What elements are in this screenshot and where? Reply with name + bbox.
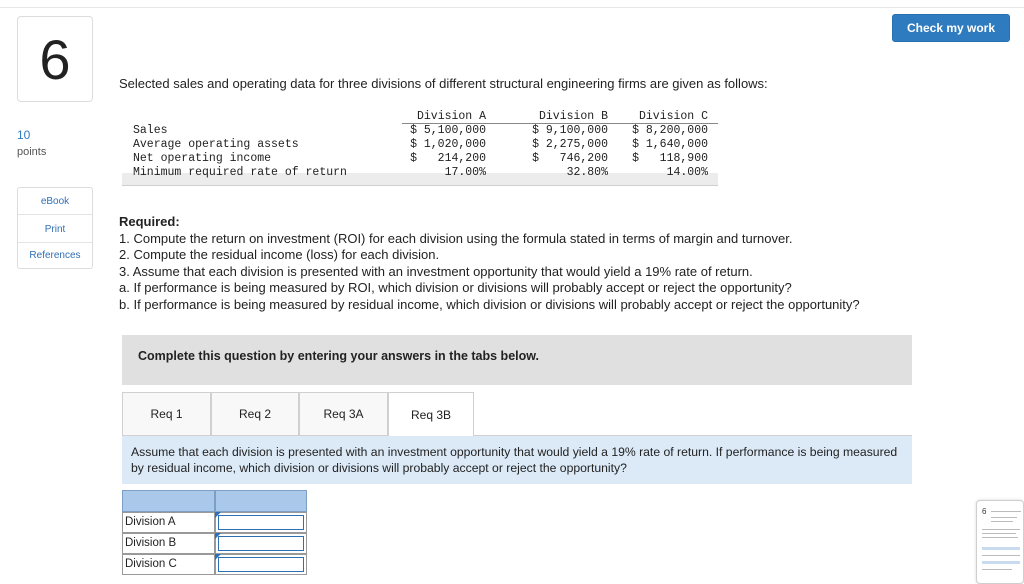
- table-cell: $ 118,900: [632, 152, 708, 165]
- instruction-text: Complete this question by entering your answers in the tabs below.: [138, 349, 539, 363]
- required-item: 2. Compute the residual income (loss) for each division.: [119, 247, 440, 263]
- input-marker-icon: [215, 554, 221, 560]
- table-cell: 32.80%: [566, 166, 608, 179]
- answer-header-cell: [122, 490, 215, 512]
- required-section: [119, 214, 860, 314]
- answer-row-label: Division B: [122, 533, 215, 554]
- row-label: Sales: [133, 124, 168, 137]
- division-c-answer-field[interactable]: [215, 554, 307, 575]
- table-cell: $ 1,640,000: [632, 138, 708, 151]
- division-data-table: [122, 111, 718, 191]
- points-label: points: [17, 146, 47, 158]
- thumbnail-block: [982, 547, 1020, 550]
- thumbnail-block: [982, 561, 1020, 564]
- table-bottom-rule: [122, 185, 718, 186]
- thumbnail-line: [982, 569, 1012, 570]
- ebook-link[interactable]: eBook: [40, 196, 70, 207]
- required-item: 1. Compute the return on investment (ROI) for each division using the formula stated in terms of margin and turnover.: [119, 230, 793, 246]
- resource-links: [17, 187, 93, 269]
- top-divider: [0, 7, 1024, 8]
- table-cell: $ 746,200: [532, 152, 608, 165]
- column-header: Division C: [638, 110, 708, 123]
- input-marker-icon: [215, 533, 221, 539]
- input-marker-icon: [215, 512, 221, 518]
- answer-row-label: Division A: [122, 512, 215, 533]
- thumbnail-line: [982, 537, 1018, 538]
- page-thumbnail[interactable]: [976, 500, 1024, 584]
- division-a-answer-field[interactable]: [215, 512, 307, 533]
- table-cell: $ 214,200: [410, 152, 486, 165]
- answer-input-box[interactable]: [218, 515, 304, 530]
- instruction-banner: [122, 335, 912, 385]
- tab-req-2[interactable]: Req 2: [211, 392, 299, 436]
- column-header: Division B: [538, 110, 608, 123]
- thumbnail-number: 6: [982, 507, 987, 516]
- table-cell: $ 9,100,000: [532, 124, 608, 137]
- divider: [18, 214, 92, 215]
- thumbnail-line: [991, 511, 1021, 512]
- thumbnail-line: [991, 517, 1017, 518]
- table-cell: $ 1,020,000: [410, 138, 486, 151]
- print-link[interactable]: Print: [44, 224, 66, 235]
- question-number: 6: [17, 16, 93, 102]
- tab-req-1[interactable]: Req 1: [122, 392, 211, 436]
- required-item: a. If performance is being measured by ROI, which division or divisions will probably accept or reject the opportunity?: [119, 280, 792, 296]
- tab-req-3b[interactable]: Req 3B: [388, 392, 474, 437]
- tab-question-text: Assume that each division is presented with an investment opportunity that would yield a 19% rate of return. If performance is being measured by residual income, which division or divisions will probably accept or reject the opportunity?: [122, 436, 912, 484]
- table-cell: 17.00%: [444, 166, 486, 179]
- intro-text: Selected sales and operating data for three divisions of different structural engineering firms are given as follows:: [119, 76, 768, 91]
- answer-header-cell: [215, 490, 307, 512]
- thumbnail-line: [982, 529, 1020, 530]
- column-header: Division A: [416, 110, 486, 123]
- table-cell: $ 8,200,000: [632, 124, 708, 137]
- row-label: Minimum required rate of return: [133, 166, 347, 179]
- answer-row-label: Division C: [122, 554, 215, 575]
- row-label: Average operating assets: [133, 138, 299, 151]
- points-value: 10: [17, 128, 31, 142]
- row-label: Net operating income: [133, 152, 272, 165]
- thumbnail-line: [991, 521, 1013, 522]
- required-item: b. If performance is being measured by residual income, which division or divisions will probably accept or reject the opportunity?: [119, 296, 860, 312]
- answer-input-box[interactable]: [218, 557, 304, 572]
- table-cell: $ 5,100,000: [410, 124, 486, 137]
- check-my-work-button[interactable]: Check my work: [892, 14, 1010, 42]
- thumbnail-line: [982, 555, 1020, 556]
- thumbnail-line: [982, 533, 1016, 534]
- required-title: Required:: [119, 214, 180, 229]
- divider: [18, 242, 92, 243]
- answer-input-box[interactable]: [218, 536, 304, 551]
- division-b-answer-field[interactable]: [215, 533, 307, 554]
- tab-req-3a[interactable]: Req 3A: [299, 392, 388, 436]
- table-cell: 14.00%: [666, 166, 708, 179]
- required-item: 3. Assume that each division is presented with an investment opportunity that would yield a 19% rate of return.: [119, 263, 753, 279]
- table-cell: $ 2,275,000: [532, 138, 608, 151]
- references-link[interactable]: References: [29, 250, 81, 261]
